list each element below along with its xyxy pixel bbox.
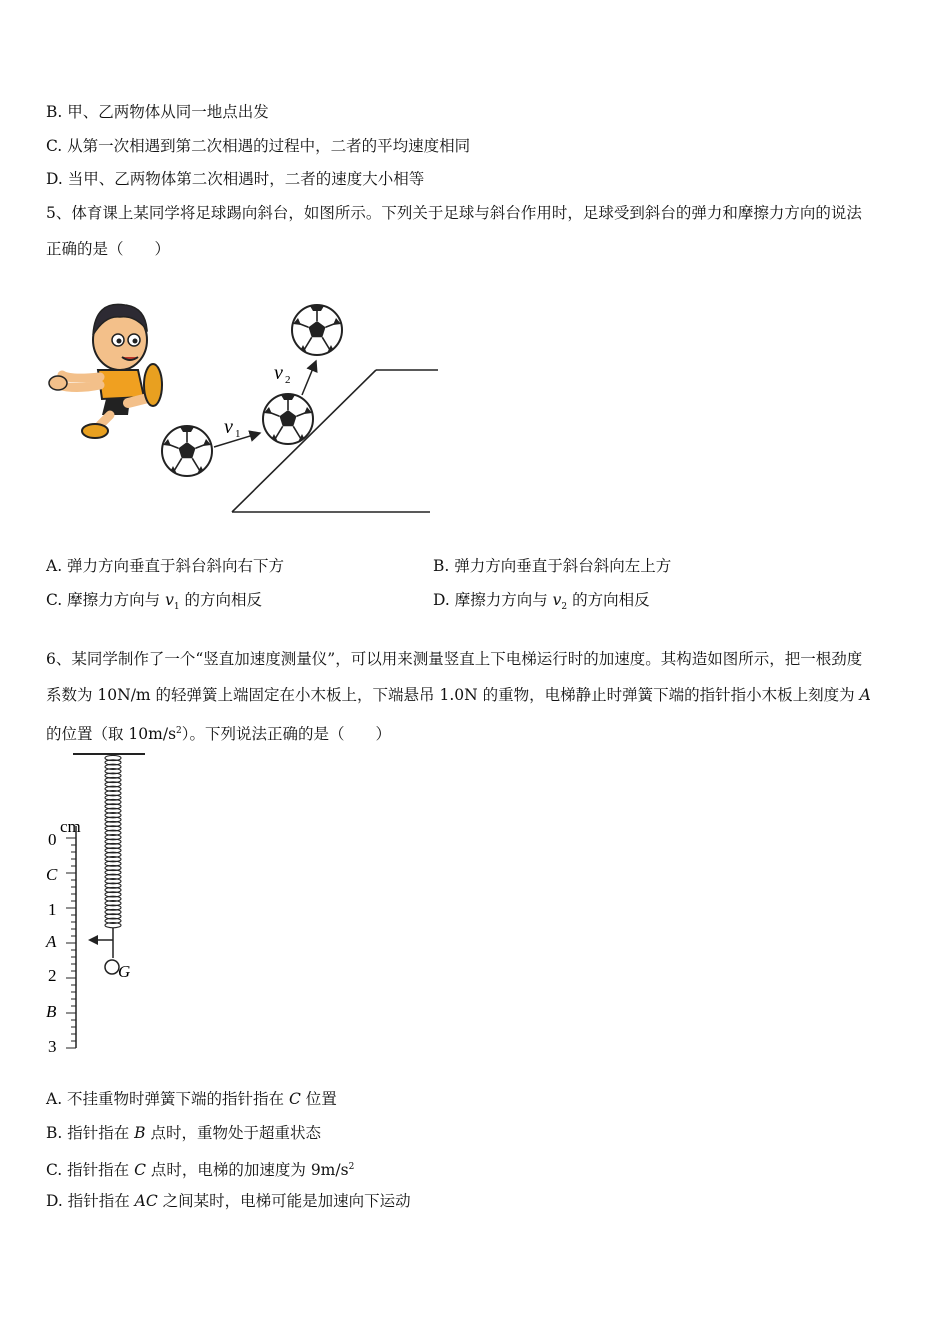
scale-mark-0: 0	[48, 830, 57, 849]
q5-option-d-var: v	[552, 591, 562, 609]
q6-option-d-suffix: 之间某时，电梯可能是加速向下运动	[157, 1192, 411, 1210]
q5-option-d-prefix: D. 摩擦力方向与	[433, 591, 553, 609]
v2-arrow	[302, 361, 316, 395]
q6-option-d-prefix: D. 指针指在	[46, 1192, 135, 1210]
q6-option-b-prefix: B. 指针指在	[46, 1124, 135, 1142]
spring	[105, 755, 121, 927]
q6-stem-line3-text: 的位置（取 10m/s	[46, 725, 177, 744]
v1-subscript: 1	[235, 428, 241, 440]
v2-label: v	[274, 362, 283, 384]
q6-stem-line2-var: A	[859, 686, 871, 704]
q4-option-b: B. 甲、乙两物体从同一地点出发	[46, 103, 269, 121]
q4-option-d: D. 当甲、乙两物体第二次相遇时，二者的速度大小相等	[46, 170, 425, 188]
q6-stem-line3-sup: 2	[176, 726, 182, 736]
scale-letter-a: A	[46, 932, 57, 951]
scale-ticks	[66, 838, 76, 1048]
q6-option-b	[46, 1123, 321, 1143]
football-on-incline	[263, 394, 313, 444]
q6-stem-line3	[46, 721, 391, 744]
q6-option-b-var: B	[134, 1124, 146, 1142]
q5-option-c-suffix: 的方向相反	[179, 591, 263, 609]
q6-option-c-var: C	[134, 1161, 146, 1180]
kicking-boy-illustration	[49, 304, 162, 438]
scale-mark-1: 1	[48, 900, 57, 919]
q5-option-c-var: v	[165, 591, 174, 609]
q6-option-d	[46, 1191, 411, 1211]
q6-option-b-suffix: 点时，重物处于超重状态	[145, 1124, 321, 1142]
q6-figure	[40, 748, 180, 1058]
v2-subscript: 2	[285, 374, 291, 386]
q6-option-a-var: C	[288, 1090, 301, 1108]
q5-stem-line1: 5、体育课上某同学将足球踢向斜台，如图所示。下列关于足球与斜台作用时，足球受到斜台的弹力和摩擦力方向的说法	[46, 204, 862, 222]
scale-mark-2: 2	[48, 966, 57, 985]
weight-label-g: G	[118, 962, 131, 981]
q5-option-b: B. 弹力方向垂直于斜台斜向左上方	[433, 557, 672, 575]
q6-option-d-var: AC	[134, 1192, 158, 1210]
q5-option-c	[46, 590, 262, 617]
scale-letter-b: B	[46, 1002, 57, 1021]
q6-option-a	[46, 1089, 337, 1109]
scale-letter-c: C	[46, 865, 58, 884]
football-incoming	[162, 426, 212, 476]
q5-option-d-suffix: 的方向相反	[567, 591, 650, 609]
q6-option-c-prefix: C. 指针指在	[46, 1161, 135, 1180]
q6-stem-line2	[46, 685, 871, 705]
q5-option-c-prefix: C. 摩擦力方向与	[46, 591, 166, 609]
q5-stem-line2: 正确的是（ ）	[46, 240, 171, 258]
weight-g	[105, 960, 119, 974]
v1-label: v	[224, 416, 233, 438]
q6-option-c-mid: 点时，电梯的加速度为 9m/s	[145, 1161, 349, 1180]
q5-figure	[40, 285, 460, 530]
q6-stem-line3-suffix: ）。下列说法正确的是（ ）	[181, 725, 392, 744]
q5-option-d	[433, 590, 650, 617]
scale-mark-3: 3	[48, 1037, 57, 1056]
q6-option-c	[46, 1157, 354, 1180]
q6-option-c-sup: 2	[348, 1162, 355, 1172]
q5-option-d-sub: 2	[561, 602, 568, 613]
q4-option-c: C. 从第一次相遇到第二次相遇的过程中，二者的平均速度相同	[46, 137, 471, 155]
football-rebound	[292, 305, 342, 355]
q6-option-a-suffix: 位置	[300, 1090, 337, 1108]
q5-option-a: A. 弹力方向垂直于斜台斜向右下方	[46, 557, 285, 575]
q6-option-a-prefix: A. 不挂重物时弹簧下端的指针指在	[46, 1090, 289, 1108]
q6-stem-line1: 6、某同学制作了一个“竖直加速度测量仪”，可以用来测量竖直上下电梯运行时的加速度。其构造如图所示，把一根劲度	[46, 650, 863, 668]
scale-unit: cm	[60, 817, 81, 836]
pointer-arrow	[88, 935, 98, 945]
q6-stem-line2-text: 系数为 10N/m 的轻弹簧上端固定在小木板上，下端悬吊 1.0N 的重物，电梯静止时弹簧下端的指针指小木板上刻度为	[46, 686, 860, 704]
q5-option-c-sub: 1	[173, 602, 180, 613]
